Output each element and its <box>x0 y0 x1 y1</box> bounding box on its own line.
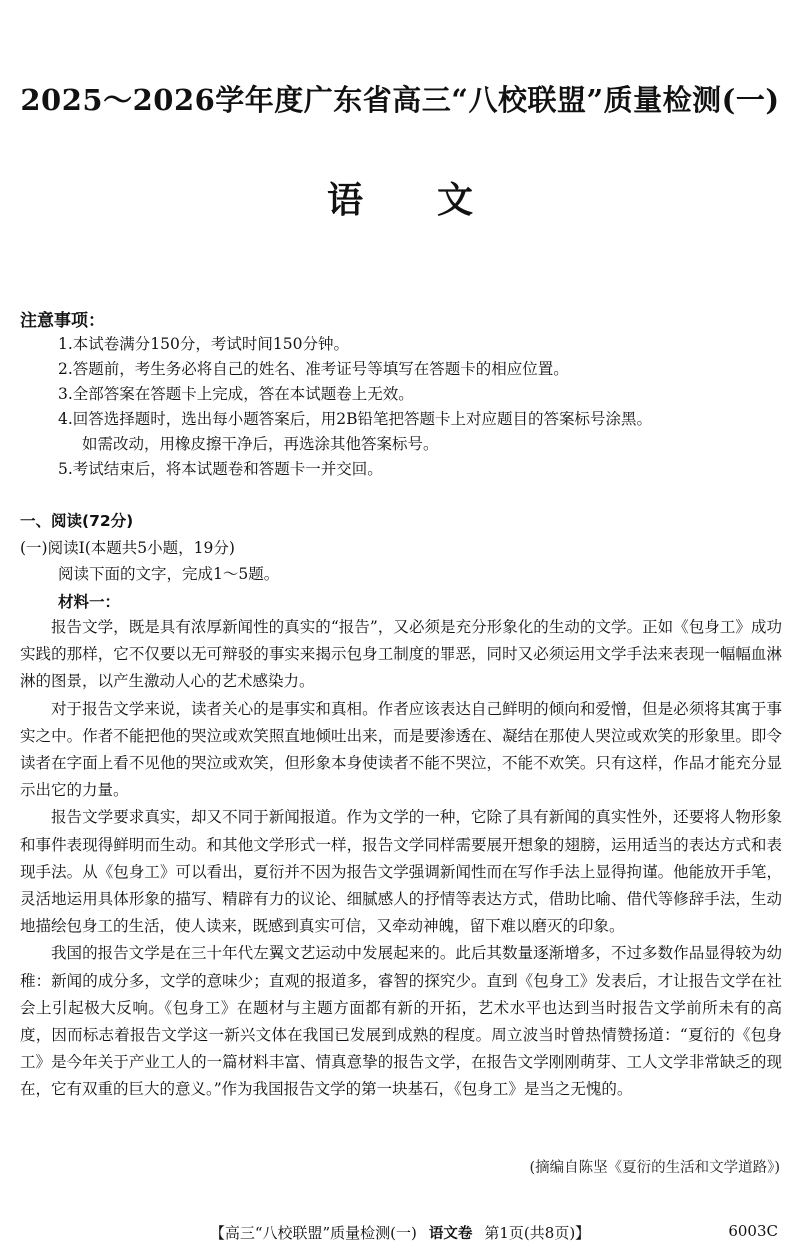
notice-item: 1.本试卷满分150分，考试时间150分钟。 <box>58 335 349 353</box>
exam-title: 2025～2026学年度广东省高三“八校联盟”质量检测(一) <box>20 83 780 117</box>
notice-item: 2.答题前，考生务必将自己的姓名、准考证号等填写在答题卡的相应位置。 <box>58 360 569 378</box>
subject-title: 语文 <box>326 179 547 221</box>
section-heading: 一、阅读(72分) <box>20 512 134 530</box>
article-source: (摘编自陈坚《夏衍的生活和文学道路》) <box>529 1160 780 1176</box>
footer-page-info: 第1页(共8页)】 <box>484 1224 591 1242</box>
material-heading: 材料一： <box>58 593 121 611</box>
article-paragraph: 报告文学要求真实，却又不同于新闻报道。作为文学的一种，它除了具有新闻的真实性外，还要将人物形象和事件表现得鲜明而生动。和其他文学形式一样，报告文学同样需要展开想象的翅膀，运用适当的表达方式和表现手法。从《包身工》可以看出，夏衍并不因为报告文学强调新闻性而在写作手法上显得拘谨。他能放开手笔，灵活地运用具体形象的描写、精辟有力的议论、细腻感人的抒情等表达方式，借助比喻、借代等修辞手法，生动地描绘包身工的生活，使人读来，既感到真实可信，又牵动神魄，留下难以磨灭的印象。 <box>20 808 782 936</box>
notice-item: 3.全部答案在答题卡上完成，答在本试题卷上无效。 <box>58 385 414 403</box>
reading-instruction: 阅读下面的文字，完成1～5题。 <box>58 565 280 583</box>
notice-heading: 注意事项： <box>20 311 105 331</box>
part-heading: (一)阅读Ⅰ(本题共5小题，19分) <box>20 539 235 557</box>
footer-exam-name: 【高三“八校联盟”质量检测(一) <box>209 1224 417 1242</box>
article-body <box>20 614 782 1104</box>
article-paragraph: 对于报告文学来说，读者关心的是事实和真相。作者应该表达自己鲜明的倾向和爱憎，但是必须将其寓于事实之中。作者不能把他的哭泣或欢笑照直地倾吐出来，而是要渗透在、凝结在那使人哭泣或欢笑的形象里。即令读者在字面上看不见他的哭泣或欢笑，但形象本身使读者不能不哭泣，不能不欢笑。只有这样，作品才能充分显示出它的力量。 <box>20 699 782 800</box>
footer-code: 6003C <box>728 1222 778 1240</box>
notice-item-continuation: 如需改动，用橡皮擦干净后，再选涂其他答案标号。 <box>82 435 439 453</box>
footer-paper-name: 语文卷 <box>428 1226 473 1242</box>
notice-list <box>58 332 788 482</box>
article-paragraph: 我国的报告文学是在三十年代左翼文艺运动中发展起来的。此后其数量逐渐增多，不过多数作品显得较为幼稚：新闻的成分多，文学的意味少；直观的报道多，睿智的探究少。直到《包身工》发表后，才让报告文学在社会上引起极大反响。《包身工》在题材与主题方面都有新的开拓，艺术水平也达到当时报告文学前所未有的高度，因而标志着报告文学这一新兴文体在我国已发展到成熟的程度。周立波当时曾热情赞扬道：“夏衍的《包身工》是今年关于产业工人的一篇材料丰富、情真意挚的报告文学，在报告文学刚刚萌芽、工人文学非常缺乏的现在，它有双重的巨大的意义。”作为我国报告文学的第一块基石，《包身工》是当之无愧的。 <box>20 944 782 1099</box>
page-footer <box>0 1222 800 1246</box>
article-paragraph: 报告文学，既是具有浓厚新闻性的真实的“报告”，又必须是充分形象化的生动的文学。正如《包身工》成功实践的那样，它不仅要以无可辩驳的事实来揭示包身工制度的罪恶，同时又必须运用文学手法来表现一幅幅血淋淋的图景，以产生激动人心的艺术感染力。 <box>20 618 782 691</box>
notice-item: 5.考试结束后，将本试题卷和答题卡一并交回。 <box>58 460 383 478</box>
notice-item: 4.回答选择题时，选出每小题答案后，用2B铅笔把答题卡上对应题目的答案标号涂黑。 <box>58 410 653 428</box>
footer-info <box>0 1222 800 1243</box>
